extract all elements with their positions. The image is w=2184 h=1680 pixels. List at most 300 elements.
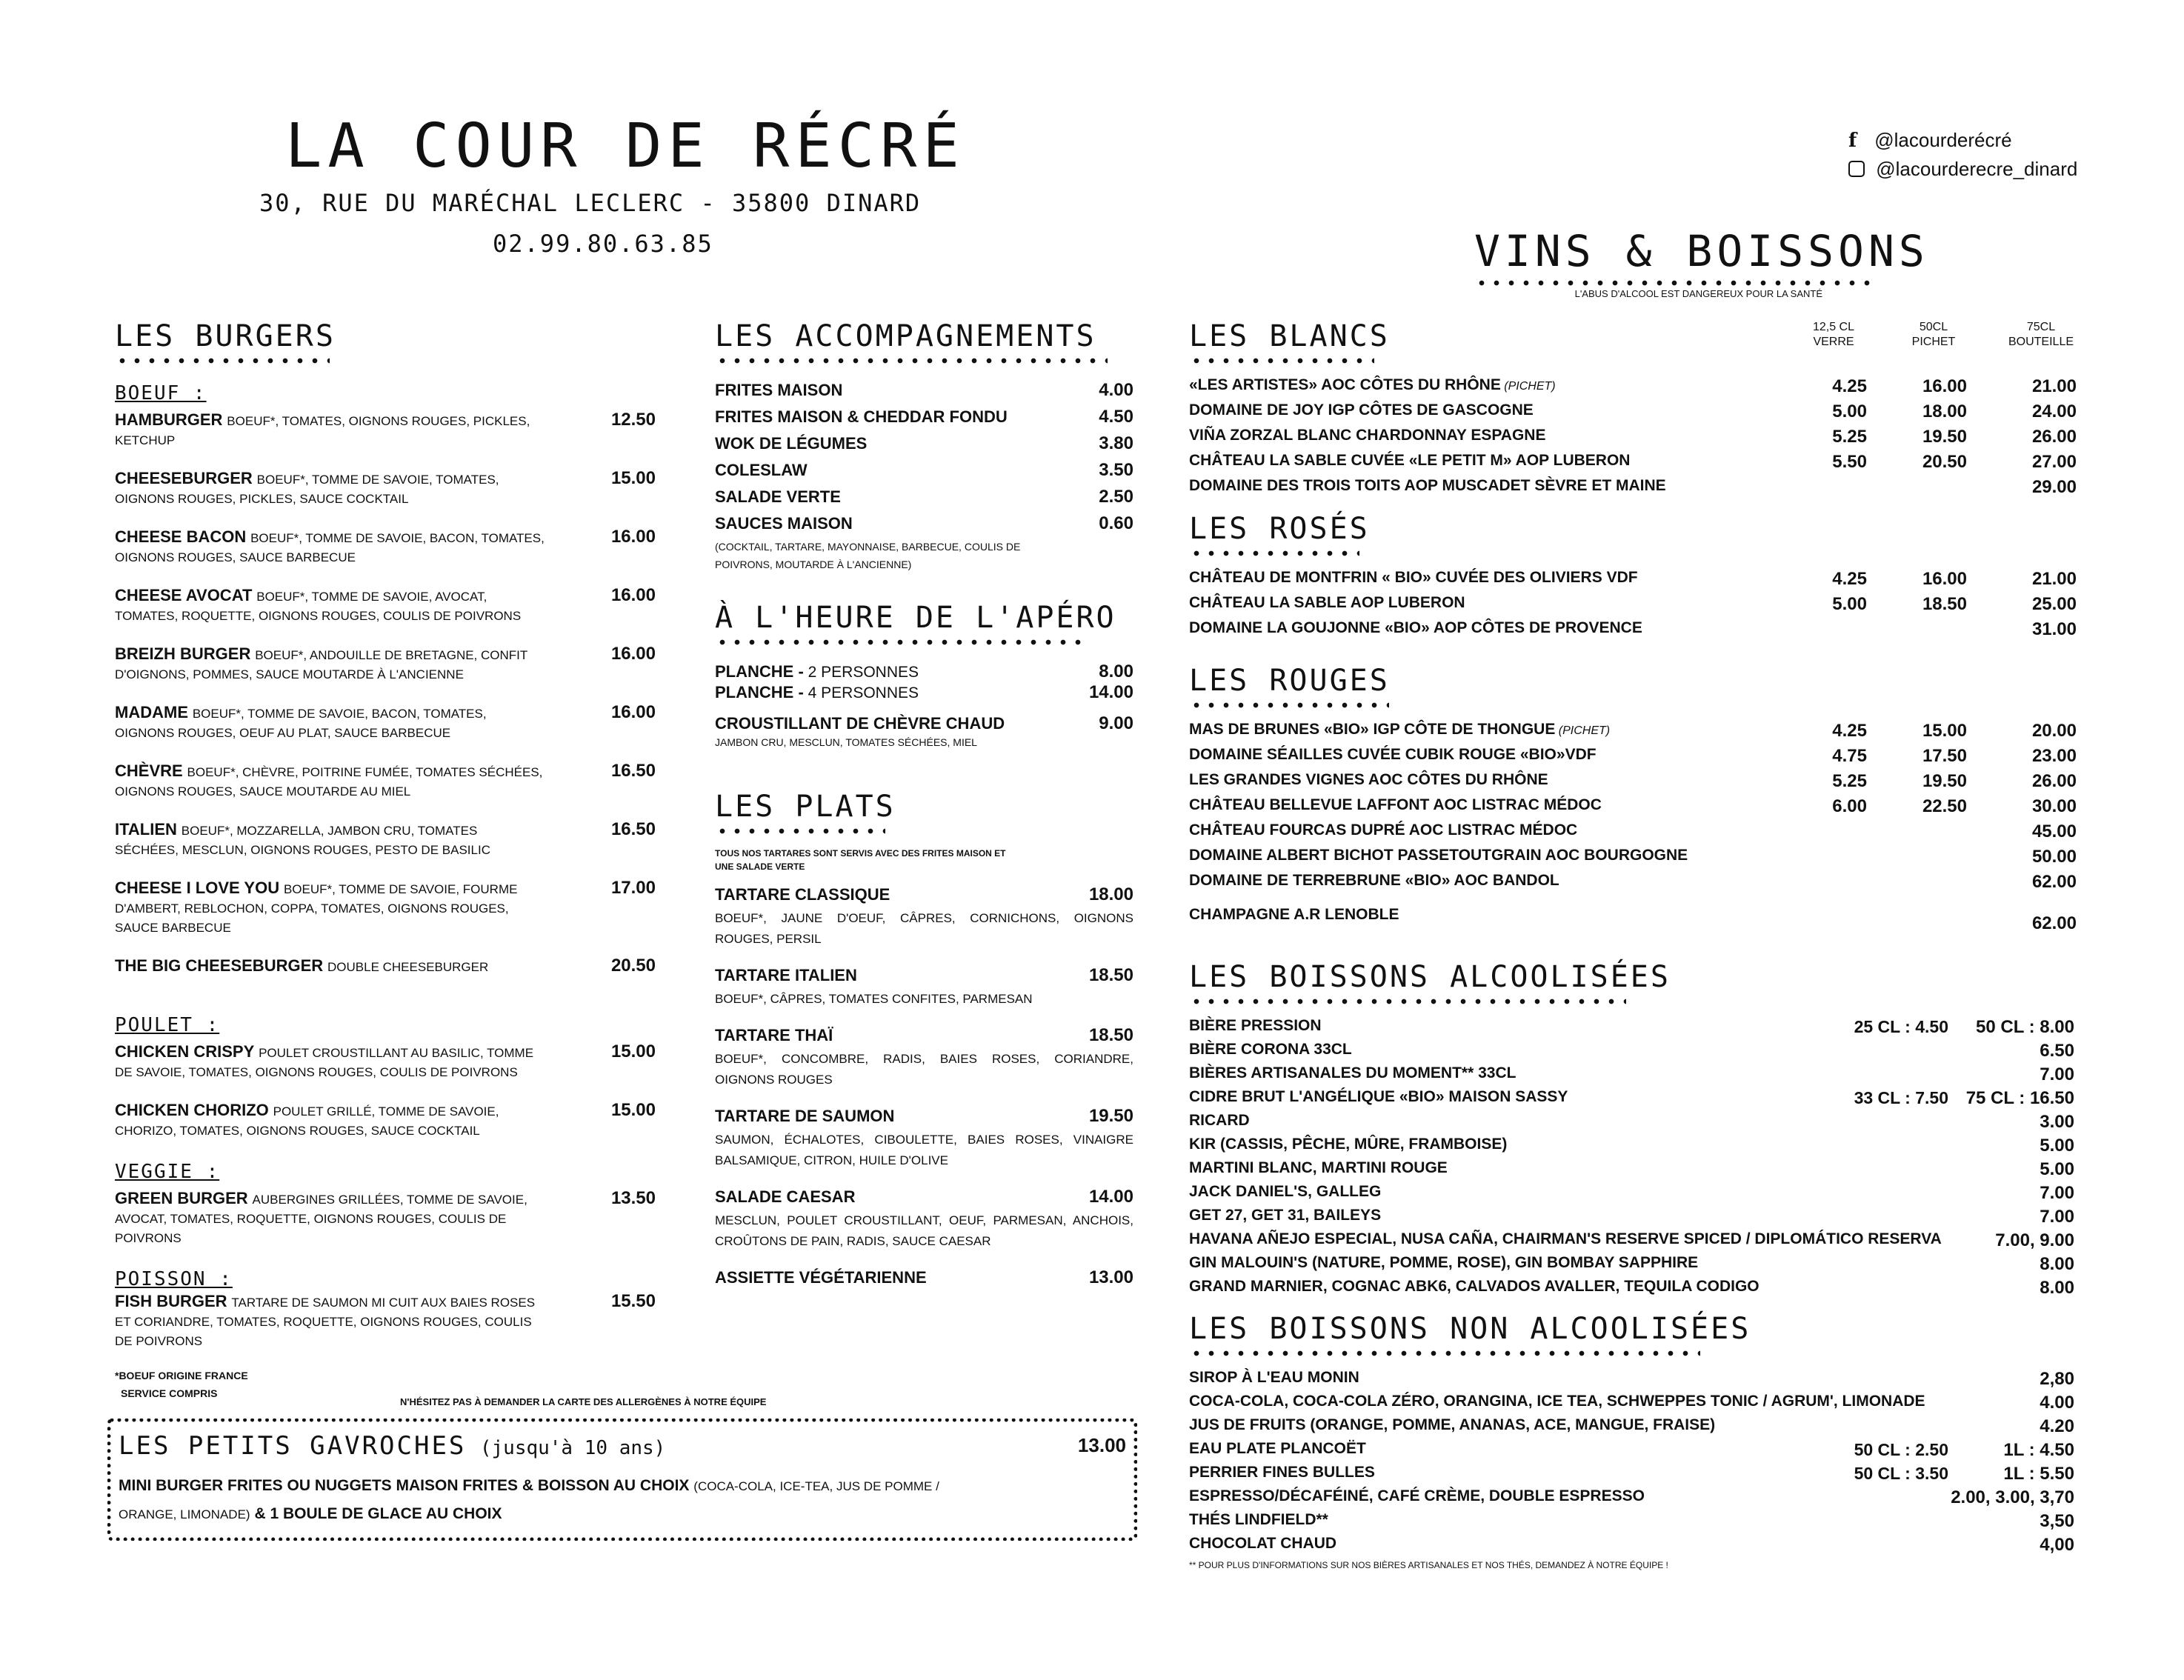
menu-item	[115, 586, 656, 625]
item-price: 16.00	[610, 644, 656, 664]
wine-name: CHÂTEAU BELLEVUE LAFFONT AOC LISTRAC MÉDOC	[1189, 796, 1602, 813]
wine-row	[1189, 771, 2085, 796]
col-head-pichet: 50CL PICHET	[1911, 321, 1956, 348]
price-pichet: 18.50	[1922, 594, 1967, 614]
drink-price: 8.00	[2040, 1254, 2074, 1274]
price-verre: 4.75	[1832, 746, 1867, 766]
price-bouteille: 21.00	[2031, 376, 2077, 396]
veggie-list	[115, 1189, 656, 1247]
item-name: CHEESE BACON	[115, 527, 247, 546]
blancs-title-dots	[1189, 357, 1374, 364]
sides-title: LES ACCOMPAGNEMENTS	[715, 319, 1096, 353]
item-price: 12.50	[610, 410, 656, 430]
side-price: 0.60	[1099, 513, 1133, 533]
price-bouteille: 26.00	[2031, 427, 2077, 447]
blancs-title: LES BLANCS	[1189, 319, 1390, 353]
planche-2: PLANCHE - 2 PERSONNES 8.00	[715, 661, 1133, 681]
wine-note: (PICHET)	[1500, 380, 1556, 393]
item-name: CHICKEN CHORIZO	[115, 1101, 269, 1119]
soft-title: LES BOISSONS NON ALCOOLISÉES	[1189, 1312, 1751, 1346]
item-name: CHEESEBURGER	[115, 469, 253, 487]
drink-price: 1L : 4.50	[2003, 1440, 2074, 1460]
beef-origin-note: *BOEUF ORIGINE FRANCE	[115, 1370, 248, 1381]
item-price: 15.50	[610, 1291, 656, 1311]
facebook-icon: f	[1848, 130, 1857, 152]
plat-desc: SAUMON, ÉCHALOTES, CIBOULETTE, BAIES ROSES, VINAIGRE BALSAMIQUE, CITRON, HUILE D'OLIVE	[715, 1133, 1133, 1167]
fish-list	[115, 1292, 656, 1350]
chicken-list	[115, 1042, 656, 1140]
rouges-list	[1189, 721, 2085, 897]
plats-section	[715, 789, 1133, 1303]
service-note: SERVICE COMPRIS	[121, 1387, 218, 1399]
drink-row	[1189, 1278, 2074, 1301]
price-bouteille: 26.00	[2031, 771, 2077, 791]
item-desc: BOEUF*, ANDOUILLE DE BRETAGNE, CONFIT D'OIGNONS, POMMES, SAUCE MOUTARDE À L'ANCIENNE	[115, 648, 527, 681]
drink-row	[1189, 1416, 2074, 1440]
side-item	[715, 487, 1133, 514]
side-name: SAUCES MAISON	[715, 514, 853, 533]
plats-list	[715, 885, 1133, 1287]
kids-title: LES PETITS GAVROCHES	[119, 1431, 467, 1461]
veggie-label: VEGGIE :	[115, 1161, 220, 1183]
sauces-description: (COCKTAIL, TARTARE, MAYONNAISE, BARBECUE, COULIS DE POIVRONS, MOUTARDE À L'ANCIENNE)	[715, 541, 1021, 570]
wine-row	[1189, 619, 2085, 644]
item-name: CHÈVRE	[115, 761, 183, 780]
alcool-title: LES BOISSONS ALCOOLISÉES	[1189, 960, 1671, 994]
fish-label: POISSON :	[115, 1268, 233, 1290]
drink-name: JUS DE FRUITS (ORANGE, POMME, ANANAS, ACE, MANGUE, FRAISE)	[1189, 1416, 1716, 1433]
kids-drinks-1: (COCA-COLA, ICE-TEA, JUS DE POMME /	[693, 1479, 939, 1493]
price-verre: 5.25	[1832, 427, 1867, 447]
wine-note: (PICHET)	[1555, 724, 1611, 737]
price-pichet: 18.00	[1922, 401, 1967, 421]
wine-row	[1189, 847, 2085, 872]
kids-price: 13.00	[1077, 1434, 1126, 1456]
price-pichet: 16.00	[1922, 376, 1967, 396]
menu-item	[115, 1101, 656, 1140]
item-desc: BOEUF*, CHÈVRE, POITRINE FUMÉE, TOMATES SÉCHÉES, OIGNONS ROUGES, SAUCE MOUTARDE AU MIEL	[115, 765, 543, 799]
drink-name: PERRIER FINES BULLES	[1189, 1464, 1375, 1481]
plat-price: 18.50	[1088, 965, 1133, 985]
price-verre: 4.25	[1832, 376, 1867, 396]
drink-row	[1189, 1487, 2074, 1511]
drink-row	[1189, 1535, 2074, 1559]
price-bouteille: 24.00	[2031, 401, 2077, 421]
plat-item	[715, 1268, 1133, 1287]
drink-price-small: 50 CL : 2.50	[1854, 1440, 1948, 1459]
plat-name: ASSIETTE VÉGÉTARIENNE	[715, 1268, 927, 1287]
soft-note: ** POUR PLUS D'INFORMATIONS SUR NOS BIÈRES ARTISANALES ET NOS THÉS, DEMANDEZ À NOTRE ÉQUIPE !	[1189, 1560, 1668, 1570]
wines-title-dots	[1474, 279, 1874, 287]
wine-row	[1189, 796, 2085, 821]
item-price: 15.00	[610, 468, 656, 488]
side-price: 3.80	[1099, 433, 1133, 453]
drink-name: HAVANA AÑEJO ESPECIAL, NUSA CAÑA, CHAIRMAN'S RESERVE SPICED / DIPLOMÁTICO RESERVA	[1189, 1230, 1942, 1247]
wine-name: CHÂTEAU FOURCAS DUPRÉ AOC LISTRAC MÉDOC	[1189, 821, 1578, 839]
sides-section	[715, 319, 1133, 573]
price-pichet: 20.50	[1922, 452, 1967, 472]
kids-ice-cream: & 1 BOULE DE GLACE AU CHOIX	[254, 1505, 502, 1522]
item-name: FISH BURGER	[115, 1292, 227, 1310]
drink-price: 50 CL : 8.00	[1976, 1017, 2074, 1037]
drink-price-small: 33 CL : 7.50	[1854, 1088, 1948, 1107]
item-price: 13.50	[610, 1188, 656, 1208]
plat-name: SALADE CAESAR	[715, 1187, 856, 1206]
drink-price: 4,00	[2040, 1535, 2074, 1555]
drink-price: 7.00	[2040, 1064, 2074, 1084]
price-verre: 4.25	[1832, 569, 1867, 589]
menu-item	[115, 703, 656, 742]
alcool-list	[1189, 1017, 2074, 1301]
side-price: 2.50	[1099, 487, 1133, 507]
rouges-title: LES ROUGES	[1189, 664, 1390, 698]
side-name: COLESLAW	[715, 461, 808, 479]
drink-row	[1189, 1440, 2074, 1464]
price-pichet: 19.50	[1922, 771, 1967, 791]
tartare-note: TOUS NOS TARTARES SONT SERVIS AVEC DES FRITES MAISON ET UNE SALADE VERTE	[715, 848, 1006, 872]
menu-item	[115, 527, 656, 567]
price-pichet: 22.50	[1922, 796, 1967, 816]
side-price: 4.50	[1099, 407, 1133, 427]
drink-name: SIROP À L'EAU MONIN	[1189, 1369, 1359, 1386]
col-head-verre: 12,5 CL VERRE	[1812, 321, 1855, 348]
price-bouteille: 20.00	[2031, 721, 2077, 741]
wine-name: MAS DE BRUNES «BIO» IGP CÔTE DE THONGUE	[1189, 721, 1556, 738]
apero-section	[715, 600, 1133, 748]
item-desc: BOEUF*, TOMME DE SAVOIE, BACON, TOMATES, OIGNONS ROUGES, SAUCE BARBECUE	[115, 531, 545, 564]
drink-row	[1189, 1112, 2074, 1136]
alcool-section	[1189, 959, 2074, 1301]
wine-name: CHÂTEAU LA SABLE AOP LUBERON	[1189, 594, 1465, 611]
wine-row	[1189, 872, 2085, 897]
burgers-section	[115, 319, 656, 1399]
side-item	[715, 514, 1133, 541]
plat-item	[715, 1107, 1133, 1171]
apero-title: À L'HEURE DE L'APÉRO	[715, 601, 1116, 635]
drink-row	[1189, 1207, 2074, 1230]
drink-price: 3.00	[2040, 1112, 2074, 1132]
plat-name: TARTARE CLASSIQUE	[715, 885, 890, 904]
plat-item	[715, 885, 1133, 950]
kids-offer: MINI BURGER FRITES OU NUGGETS MAISON FRITES & BOISSON AU CHOIX	[119, 1477, 690, 1494]
drink-price-small: 25 CL : 4.50	[1854, 1017, 1948, 1036]
side-item	[715, 461, 1133, 487]
menu-item	[115, 879, 656, 937]
price-verre: 4.25	[1832, 721, 1867, 741]
side-name: FRITES MAISON & CHEDDAR FONDU	[715, 407, 1008, 426]
price-verre: 5.00	[1832, 401, 1867, 421]
side-name: WOK DE LÉGUMES	[715, 434, 868, 453]
roses-list	[1189, 569, 2085, 644]
drink-row	[1189, 1041, 2074, 1064]
plat-price: 13.00	[1088, 1267, 1133, 1287]
item-name: ITALIEN	[115, 820, 177, 839]
croustillant-description: JAMBON CRU, MESCLUN, TOMATES SÉCHÉES, MIEL	[715, 736, 977, 748]
roses-section	[1189, 511, 2085, 644]
drink-row	[1189, 1088, 2074, 1112]
restaurant-address: 30, RUE DU MARÉCHAL LECLERC - 35800 DINARD	[259, 189, 922, 217]
drink-row	[1189, 1159, 2074, 1183]
menu-item	[115, 761, 656, 801]
item-desc: AUBERGINES GRILLÉES, TOMME DE SAVOIE, AVOCAT, TOMATES, ROQUETTE, OIGNONS ROUGES, COULIS DE POIVRONS	[115, 1193, 527, 1245]
drink-name: GET 27, GET 31, BAILEYS	[1189, 1207, 1382, 1224]
plat-desc: BOEUF*, JAUNE D'OEUF, CÂPRES, CORNICHONS, OIGNONS ROUGES, PERSIL	[715, 911, 1133, 946]
price-pichet: 15.00	[1922, 721, 1967, 741]
allergens-note: N'HÉSITEZ PAS À DEMANDER LA CARTE DES ALLERGÈNES À NOTRE ÉQUIPE	[400, 1396, 767, 1407]
item-name: CHEESE I LOVE YOU	[115, 879, 280, 897]
drink-name: GRAND MARNIER, COGNAC ABK6, CALVADOS AVALLER, TEQUILA CODIGO	[1189, 1278, 1759, 1295]
price-bouteille: 62.00	[2031, 872, 2077, 892]
drink-price: 7.00, 9.00	[1995, 1230, 2074, 1250]
drink-name: BIÈRES ARTISANALES DU MOMENT** 33CL	[1189, 1064, 1517, 1081]
item-price: 15.00	[610, 1041, 656, 1061]
item-price: 16.00	[610, 702, 656, 722]
wine-row	[1189, 821, 2085, 847]
blancs-list	[1189, 376, 2085, 502]
item-desc: BOEUF*, TOMME DE SAVOIE, FOURME D'AMBERT, REBLOCHON, COPPA, TOMATES, OIGNONS ROUGES, SAUCE BARBECUE	[115, 882, 518, 935]
drink-name: MARTINI BLANC, MARTINI ROUGE	[1189, 1159, 1448, 1176]
burgers-title-dots	[115, 357, 330, 364]
wine-name: VIÑA ZORZAL BLANC CHARDONNAY ESPAGNE	[1189, 427, 1546, 444]
item-desc: BOEUF*, TOMATES, OIGNONS ROUGES, PICKLES, KETCHUP	[115, 414, 530, 447]
price-bouteille: 31.00	[2031, 619, 2077, 639]
menu-item	[115, 956, 656, 993]
side-item	[715, 434, 1133, 461]
menu-item	[115, 1042, 656, 1081]
drink-name: EAU PLATE PLANCOËT	[1189, 1440, 1366, 1457]
drink-row	[1189, 1017, 2074, 1041]
wines-title: VINS & BOISSONS	[1474, 226, 1929, 276]
drink-row	[1189, 1230, 2074, 1254]
menu-item	[115, 644, 656, 684]
side-name: FRITES MAISON	[715, 381, 843, 399]
facebook-link[interactable]: f @lacourderécré	[1848, 126, 2077, 155]
item-desc: BOEUF*, TOMME DE SAVOIE, BACON, TOMATES, OIGNONS ROUGES, OEUF AU PLAT, SAUCE BARBECUE	[115, 707, 487, 740]
wine-row	[1189, 401, 2085, 427]
item-desc: POULET CROUSTILLANT AU BASILIC, TOMME DE SAVOIE, TOMATES, OIGNONS ROUGES, COULIS DE POIVRONS	[115, 1046, 534, 1079]
kids-drinks-2: ORANGE, LIMONADE)	[119, 1507, 250, 1521]
wine-row	[1189, 569, 2085, 594]
drink-row	[1189, 1254, 2074, 1278]
item-name: MADAME	[115, 703, 188, 721]
wine-row	[1189, 746, 2085, 771]
item-desc: BOEUF*, TOMME DE SAVOIE, AVOCAT, TOMATES, ROQUETTE, OIGNONS ROUGES, COULIS DE POIVRONS	[115, 590, 522, 623]
side-item	[715, 381, 1133, 407]
wine-name: CHÂTEAU DE MONTFRIN « BIO» CUVÉE DES OLIVIERS VDF	[1189, 569, 1638, 586]
price-pichet: 19.50	[1922, 427, 1967, 447]
instagram-link[interactable]: @lacourderecre_dinard	[1848, 155, 2077, 183]
burgers-title: LES BURGERS	[115, 319, 336, 353]
drink-price: 5.00	[2040, 1136, 2074, 1156]
plat-name: TARTARE THAÏ	[715, 1026, 833, 1044]
wine-row	[1189, 376, 2085, 401]
menu-item	[115, 469, 656, 508]
restaurant-title: LA COUR DE RÉCRÉ	[285, 111, 965, 181]
social-links	[1848, 126, 2077, 183]
wines-header	[1474, 226, 1929, 299]
apero-title-dots	[715, 639, 1085, 646]
price-bouteille: 30.00	[2031, 796, 2077, 816]
wine-row	[1189, 452, 2085, 477]
wine-name: DOMAINE DES TROIS TOITS AOP MUSCADET SÈVRE ET MAINE	[1189, 477, 1666, 494]
price-bouteille: 21.00	[2031, 569, 2077, 589]
planche-4: PLANCHE - 4 PERSONNES 14.00	[715, 682, 1133, 702]
restaurant-phone: 02.99.80.63.85	[493, 230, 713, 258]
item-name: CHEESE AVOCAT	[115, 586, 253, 604]
drink-price: 7.00	[2040, 1207, 2074, 1227]
champagne-row: CHAMPAGNE A.R LENOBLE 62.00	[1189, 906, 2077, 933]
rouges-section	[1189, 663, 2085, 940]
item-price: 15.00	[610, 1100, 656, 1120]
item-desc: TARTARE DE SAUMON MI CUIT AUX BAIES ROSES ET CORIANDRE, TOMATES, ROQUETTE, OIGNONS ROUGES, COULIS DE POIVRONS	[115, 1296, 536, 1348]
menu-item	[115, 820, 656, 859]
drink-price: 2,80	[2040, 1369, 2074, 1389]
item-price: 20.50	[610, 956, 656, 976]
item-price: 16.50	[610, 819, 656, 839]
wine-name: CHÂTEAU LA SABLE CUVÉE «LE PETIT M» AOP LUBERON	[1189, 452, 1631, 469]
price-bouteille: 27.00	[2031, 452, 2077, 472]
wine-name: LES GRANDES VIGNES AOC CÔTES DU RHÔNE	[1189, 771, 1548, 788]
kids-age: (jusqu'à 10 ans)	[479, 1437, 666, 1459]
price-verre: 5.50	[1832, 452, 1867, 472]
plat-name: TARTARE DE SAUMON	[715, 1107, 895, 1125]
beef-label: BOEUF :	[115, 382, 207, 404]
drink-price: 3,50	[2040, 1511, 2074, 1531]
drink-price: 8.00	[2040, 1278, 2074, 1298]
price-verre: 6.00	[1832, 796, 1867, 816]
menu-item	[115, 1292, 656, 1350]
drink-name: COCA-COLA, COCA-COLA ZÉRO, ORANGINA, ICE TEA, SCHWEPPES TONIC / AGRUM', LIMONADE	[1189, 1393, 1925, 1410]
drink-name: BIÈRE CORONA 33CL	[1189, 1041, 1352, 1058]
item-desc: BOEUF*, TOMME DE SAVOIE, TOMATES, OIGNONS ROUGES, PICKLES, SAUCE COCKTAIL	[115, 473, 499, 506]
wine-row	[1189, 477, 2085, 502]
item-price: 16.00	[610, 585, 656, 605]
soft-list	[1189, 1369, 2074, 1559]
drink-name: BIÈRE PRESSION	[1189, 1017, 1322, 1034]
item-desc: BOEUF*, MOZZARELLA, JAMBON CRU, TOMATES SÉCHÉES, MESCLUN, OIGNONS ROUGES, PESTO DE BASILIC	[115, 824, 490, 857]
price-bouteille: 50.00	[2031, 847, 2077, 867]
wine-name: DOMAINE LA GOUJONNE «BIO» AOP CÔTES DE PROVENCE	[1189, 619, 1642, 636]
roses-title: LES ROSÉS	[1189, 512, 1370, 546]
item-name: GREEN BURGER	[115, 1189, 248, 1207]
menu-item	[115, 1189, 656, 1247]
wine-name: DOMAINE DE JOY IGP CÔTES DE GASCOGNE	[1189, 401, 1534, 419]
drink-price-small: 50 CL : 3.50	[1854, 1464, 1948, 1483]
item-name: CHICKEN CRISPY	[115, 1042, 255, 1061]
sides-title-dots	[715, 357, 1108, 364]
drink-name: CHOCOLAT CHAUD	[1189, 1535, 1337, 1552]
side-price: 3.50	[1099, 460, 1133, 480]
drink-price: 1L : 5.50	[2003, 1464, 2074, 1484]
plat-price: 19.50	[1088, 1106, 1133, 1126]
plat-price: 18.50	[1088, 1025, 1133, 1045]
drink-name: RICARD	[1189, 1112, 1250, 1129]
price-bouteille: 45.00	[2031, 821, 2077, 841]
drink-row	[1189, 1369, 2074, 1393]
drink-name: JACK DANIEL'S, GALLEG	[1189, 1183, 1382, 1200]
drink-name: KIR (CASSIS, PÊCHE, MÛRE, FRAMBOISE)	[1189, 1136, 1508, 1153]
price-bouteille: 25.00	[2031, 594, 2077, 614]
drink-name: ESPRESSO/DÉCAFÉINÉ, CAFÉ CRÈME, DOUBLE ESPRESSO	[1189, 1487, 1645, 1504]
price-verre: 5.25	[1832, 771, 1867, 791]
croustillant-chevre: CROUSTILLANT DE CHÈVRE CHAUD 9.00	[715, 713, 1133, 733]
drink-price: 6.50	[2040, 1041, 2074, 1061]
wine-row	[1189, 427, 2085, 452]
soft-section	[1189, 1311, 2074, 1570]
wine-name: DOMAINE ALBERT BICHOT PASSETOUTGRAIN AOC BOURGOGNE	[1189, 847, 1688, 864]
plats-title-dots	[715, 827, 885, 835]
price-pichet: 17.50	[1922, 746, 1967, 766]
kids-menu-box	[107, 1419, 1137, 1541]
drink-row	[1189, 1511, 2074, 1535]
price-bouteille: 29.00	[2031, 477, 2077, 497]
item-desc: POULET GRILLÉ, TOMME DE SAVOIE, CHORIZO, TOMATES, OIGNONS ROUGES, SAUCE COCKTAIL	[115, 1104, 499, 1138]
alcohol-warning: L'ABUS D'ALCOOL EST DANGEREUX POUR LA SANTÉ	[1574, 288, 1822, 299]
drink-row	[1189, 1393, 2074, 1416]
plat-name: TARTARE ITALIEN	[715, 966, 857, 984]
drink-price: 4.20	[2040, 1416, 2074, 1436]
alcool-title-dots	[1189, 998, 1626, 1005]
drink-price: 5.00	[2040, 1159, 2074, 1179]
price-bouteille: 23.00	[2031, 746, 2077, 766]
wine-name: DOMAINE SÉAILLES CUVÉE CUBIK ROUGE «BIO»VDF	[1189, 746, 1597, 763]
drink-price: 2.00, 3.00, 3,70	[1951, 1487, 2074, 1507]
drink-row	[1189, 1136, 2074, 1159]
price-pichet: 16.00	[1922, 569, 1967, 589]
item-price: 16.50	[610, 761, 656, 781]
drink-price: 7.00	[2040, 1183, 2074, 1203]
item-name: THE BIG CHEESEBURGER	[115, 956, 324, 975]
side-name: SALADE VERTE	[715, 487, 841, 506]
price-verre: 5.00	[1832, 594, 1867, 614]
drink-name: GIN MALOUIN'S (NATURE, POMME, ROSE), GIN BOMBAY SAPPHIRE	[1189, 1254, 1699, 1271]
item-name: BREIZH BURGER	[115, 644, 251, 663]
drink-name: CIDRE BRUT L'ANGÉLIQUE «BIO» MAISON SASSY	[1189, 1088, 1568, 1105]
blancs-section	[1189, 319, 2085, 502]
wine-name: DOMAINE DE TERREBRUNE «BIO» AOC BANDOL	[1189, 872, 1559, 889]
drink-name: THÉS LINDFIELD**	[1189, 1511, 1328, 1528]
drink-row	[1189, 1464, 2074, 1487]
rouges-title-dots	[1189, 701, 1389, 709]
plat-desc: BOEUF*, CÂPRES, TOMATES CONFITES, PARMESAN	[715, 992, 1033, 1006]
drink-price: 4.00	[2040, 1393, 2074, 1413]
plat-item	[715, 1026, 1133, 1090]
wine-row	[1189, 594, 2085, 619]
chicken-label: POULET :	[115, 1014, 220, 1036]
wine-name: «LES ARTISTES» AOC CÔTES DU RHÔNE	[1189, 376, 1501, 393]
beef-list	[115, 410, 656, 993]
instagram-icon	[1848, 161, 1865, 177]
side-item	[715, 407, 1133, 434]
menu-item	[115, 410, 656, 450]
sides-list	[715, 381, 1133, 541]
plat-price: 18.00	[1088, 884, 1133, 904]
plat-price: 14.00	[1088, 1187, 1133, 1207]
item-name: HAMBURGER	[115, 410, 223, 429]
drink-row	[1189, 1183, 2074, 1207]
wine-row	[1189, 721, 2085, 746]
item-price: 16.00	[610, 527, 656, 547]
plats-title: LES PLATS	[715, 790, 896, 824]
drink-row	[1189, 1064, 2074, 1088]
plat-item	[715, 1187, 1133, 1252]
plat-desc: BOEUF*, CONCOMBRE, RADIS, BAIES ROSES, CORIANDRE, OIGNONS ROUGES	[715, 1052, 1133, 1087]
item-price: 17.00	[610, 878, 656, 898]
item-desc: DOUBLE CHEESEBURGER	[327, 960, 489, 974]
plat-item	[715, 966, 1133, 1010]
roses-title-dots	[1189, 550, 1359, 557]
col-head-bouteille: 75CL BOUTEILLE	[2008, 321, 2074, 348]
